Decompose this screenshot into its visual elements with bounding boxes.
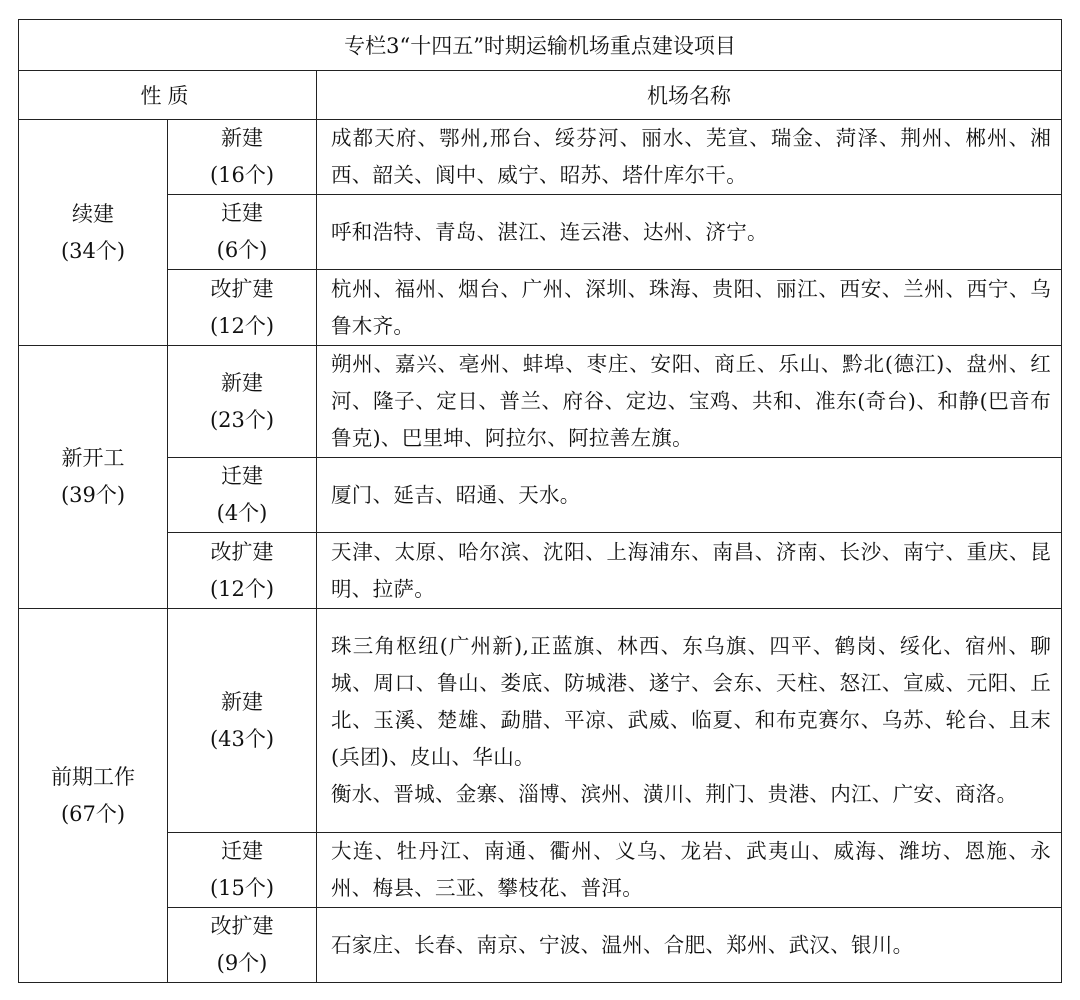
subtype-cell: 迁建 (6个)	[168, 195, 317, 270]
category-continuing: 续建 (34个)	[19, 120, 168, 346]
subtype-cell: 迁建 (15个)	[168, 833, 317, 908]
airport-list: 杭州、福州、烟台、广州、深圳、珠海、贵阳、丽江、西安、兰州、西宁、乌鲁木齐。	[317, 270, 1062, 346]
airport-list-line: 珠三角枢纽(广州新),正蓝旗、林西、东乌旗、四平、鹤岗、绥化、宿州、聊城、周口、鲁山、娄底、防城港、遂宁、会东、天柱、怒江、宣威、元阳、丘北、玉溪、楚雄、勐腊、平凉、武威、临夏、和布克赛尔、乌苏、轮台、且末(兵团)、皮山、华山。	[331, 634, 1052, 769]
subtype-cell: 改扩建 (12个)	[168, 533, 317, 609]
header-airport-names: 机场名称	[317, 71, 1062, 120]
header-nature: 性质	[19, 71, 317, 120]
subtype-cell: 新建 (43个)	[168, 609, 317, 833]
category-new-start: 新开工 (39个)	[19, 346, 168, 609]
airport-list: 厦门、延吉、昭通、天水。	[317, 458, 1062, 533]
airport-list: 呼和浩特、青岛、湛江、连云港、达州、济宁。	[317, 195, 1062, 270]
airport-list	[317, 609, 1062, 833]
subtype-cell: 迁建 (4个)	[168, 458, 317, 533]
airport-projects-table	[18, 19, 1062, 983]
subtype-cell: 新建 (16个)	[168, 120, 317, 195]
subtype-cell: 新建 (23个)	[168, 346, 317, 458]
airport-list: 天津、太原、哈尔滨、沈阳、上海浦东、南昌、济南、长沙、南宁、重庆、昆明、拉萨。	[317, 533, 1062, 609]
airport-list: 石家庄、长春、南京、宁波、温州、合肥、郑州、武汉、银川。	[317, 908, 1062, 983]
category-preliminary-work: 前期工作 (67个)	[19, 609, 168, 983]
table-title: 专栏3“十四五”时期运输机场重点建设项目	[19, 20, 1062, 71]
subtype-cell: 改扩建 (9个)	[168, 908, 317, 983]
airport-list: 成都天府、鄂州,邢台、绥芬河、丽水、芜宣、瑞金、菏泽、荆州、郴州、湘西、韶关、阆中、威宁、昭苏、塔什库尔干。	[317, 120, 1062, 195]
airport-list: 朔州、嘉兴、亳州、蚌埠、枣庄、安阳、商丘、乐山、黔北(德江)、盘州、红河、隆子、定日、普兰、府谷、定边、宝鸡、共和、准东(奇台)、和静(巴音布鲁克)、巴里坤、阿拉尔、阿拉善左旗。	[317, 346, 1062, 458]
subtype-cell: 改扩建 (12个)	[168, 270, 317, 346]
airport-list-line: 衡水、晋城、金寨、淄博、滨州、潢川、荆门、贵港、内江、广安、商洛。	[331, 782, 1018, 806]
airport-list: 大连、牡丹江、南通、衢州、义乌、龙岩、武夷山、威海、潍坊、恩施、永州、梅县、三亚、攀枝花、普洱。	[317, 833, 1062, 908]
